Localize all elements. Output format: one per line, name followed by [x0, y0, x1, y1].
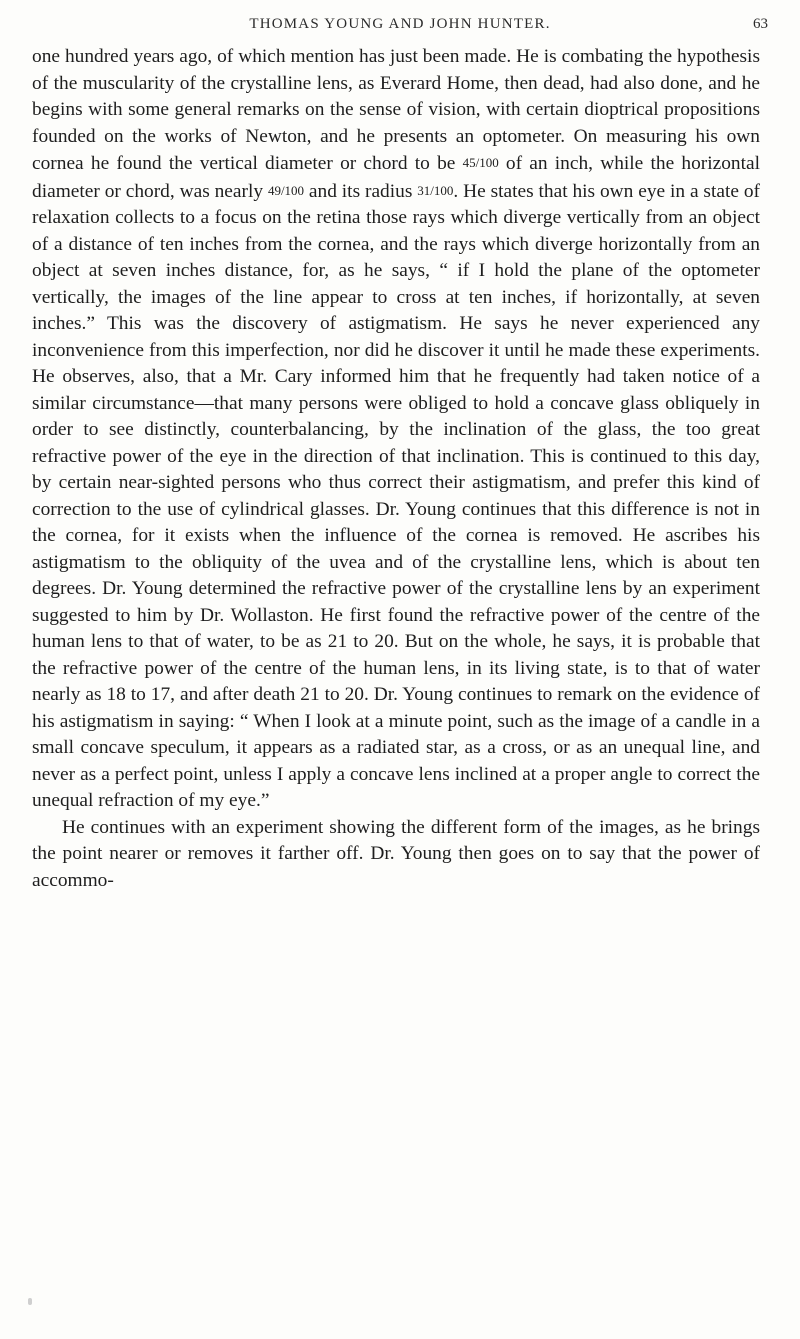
- fraction-radius: 31/100: [417, 182, 454, 198]
- paragraph-2: [32, 815, 760, 895]
- paper-speck: [28, 1298, 32, 1305]
- text-run: one hundred years ago, of which mention has just been made. He is combating the hypothesis of the muscularity of the crystalline lens, as Everard Home, then dead, had also done, and he begins with some general remarks on the sense of vision, with certain dioptrical propositions founded on the works of Newton, and he presents an optometer. On measuring his own cornea he found the vertical diameter or chord to be: [32, 46, 760, 174]
- text-run: of an inch, while the horizontal diameter or chord, was nearly: [32, 153, 760, 202]
- paragraph-1: [32, 44, 760, 815]
- text-run: He continues with an experiment showing the different form of the images, as he brings the point nearer or removes it farther off. Dr. Young then goes on to say that the power of accommo-: [32, 816, 760, 891]
- running-head: [0, 12, 800, 36]
- running-title: THOMAS YOUNG AND JOHN HUNTER.: [249, 16, 551, 32]
- text-run: . He states that his own eye in a state of relaxation collects to a focus on the retina those rays which diverge vertically from an object of a distance of ten inches from the cornea, and the rays which diverge horizontally from an object at seven inches distance, for, as he says, “ if I hold the plane of the optometer vertically, the images of the line appear to cross at ten inches, if horizontally, at seven inches.” This was the discovery of astigmatism. He says he never experienced any inconvenience from this imperfection, nor did he discover it until he made these experiments. He observes, also, that a Mr. Cary informed him that he frequently had taken notice of a similar circumstance—that many persons were obliged to hold a concave glass obliquely in order to see distinctly, counterbalancing, by the inclination of the glass, the too great refractive power of the eye in the direction of that inclination. This is continued to this day, by certain near-sighted persons who thus correct their astigmatism, and prefer this kind of correction to the use of cylindrical glasses. Dr. Young continues that this difference is not in the cornea, for it exists when the influence of the cornea is removed. He ascribes his astigmatism to the obliquity of the uvea and of the crystalline lens, which is about ten degrees. Dr. Young determined the refractive power of the crystalline lens by an experiment suggested to him by Dr. Wollaston. He first found the refractive power of the centre of the human lens to that of water, to be as 21 to 20. But on the whole, he says, it is probable that the refractive power of the centre of the human lens, in its living state, is to that of water nearly as 18 to 17, and after death 21 to 20. Dr. Young continues to remark on the evidence of his astigmatism in saying: “ When I look at a minute point, such as the image of a candle in a small concave speculum, it appears as a radiated star, as a cross, or as an unequal line, and never as a perfect point, unless I apply a concave lens inclined at a proper angle to correct the unequal refraction of my eye.”: [32, 180, 760, 811]
- fraction-horizontal-chord: 49/100: [267, 182, 305, 198]
- fraction-vertical-chord: 45/100: [462, 155, 499, 170]
- text-run: and its radius: [304, 180, 418, 202]
- body-text: [32, 44, 760, 894]
- page-number: 63: [753, 16, 768, 32]
